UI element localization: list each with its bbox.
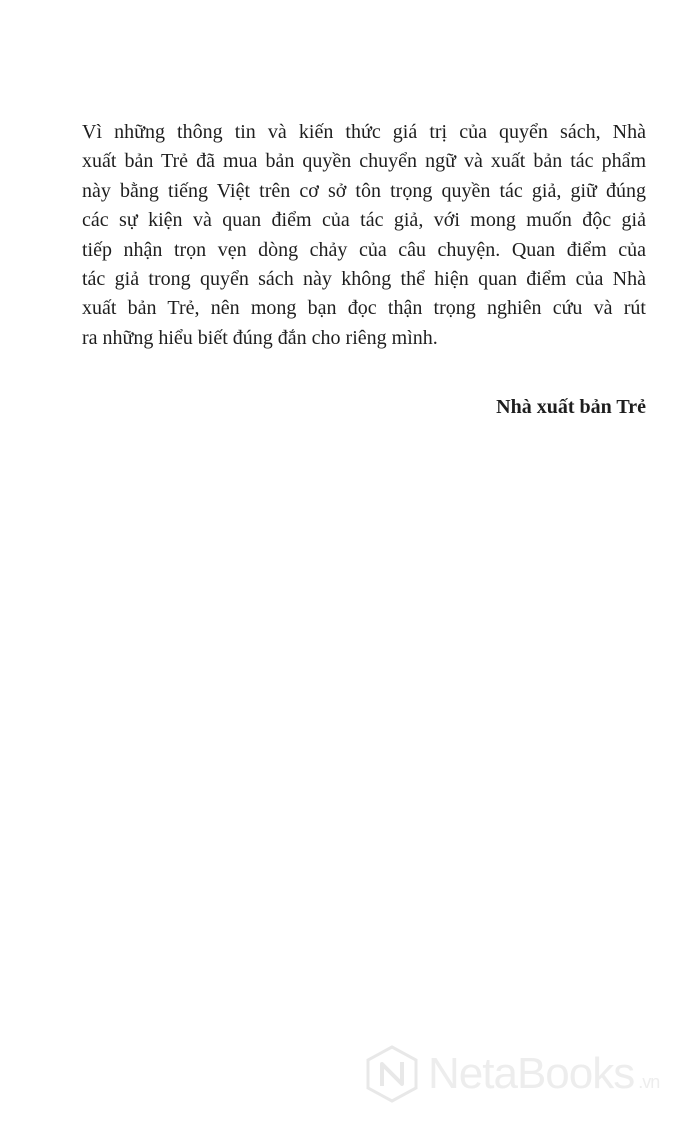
- text-line-1: Vì những thông tin và kiến thức giá trị của quyển sách, Nhà: [82, 121, 646, 143]
- publisher-signature: Nhà xuất bản Trẻ: [496, 396, 646, 418]
- text-line-5: tiếp nhận trọn vẹn dòng chảy của câu chuyện. Quan điểm của: [82, 238, 646, 261]
- hexagon-n-logo-icon: [364, 1044, 420, 1104]
- text-line-7: xuất bản Trẻ, nên mong bạn đọc thận trọng nghiên cứu và rút: [82, 297, 646, 320]
- text-line-6: tác giả trong quyển sách này không thể hiện quan điểm của Nhà: [82, 268, 646, 291]
- watermark: [364, 1044, 659, 1104]
- text-line-3: này bằng tiếng Việt trên cơ sở tôn trọng quyền tác giả, giữ đúng: [82, 179, 646, 202]
- publisher-note: [82, 118, 646, 353]
- text-line-2: xuất bản Trẻ đã mua bản quyền chuyển ngữ và xuất bản tác phẩm: [82, 150, 646, 173]
- watermark-brand: NetaBooks: [428, 1049, 635, 1098]
- text-line-8: ra những hiểu biết đúng đắn cho riêng mình.: [82, 326, 438, 349]
- watermark-suffix: .vn: [638, 1072, 660, 1092]
- text-line-4: các sự kiện và quan điểm của tác giả, với mong muốn độc giả: [82, 209, 646, 232]
